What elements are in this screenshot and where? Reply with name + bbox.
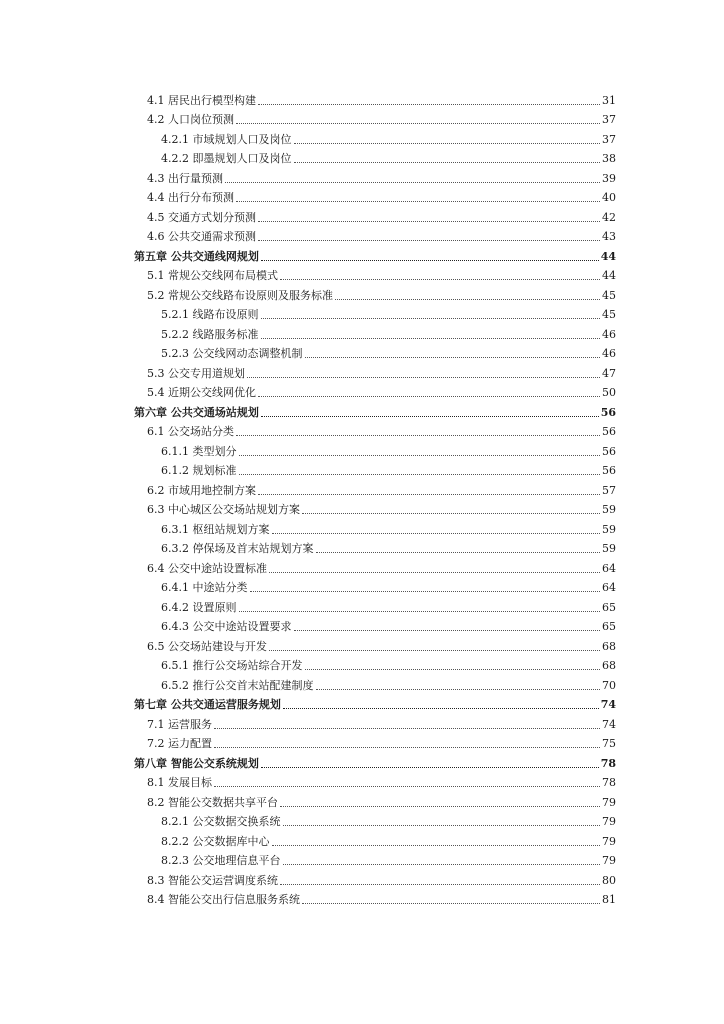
dot-leader <box>236 201 600 202</box>
toc-entry-page-number: 47 <box>602 366 616 380</box>
toc-entry-page-number: 68 <box>602 639 616 653</box>
toc-entry[interactable] <box>134 439 616 459</box>
toc-entry-page-number: 46 <box>602 347 616 360</box>
toc-entry-page-number: 37 <box>602 132 616 146</box>
dot-leader <box>261 318 601 319</box>
toc-entry[interactable] <box>134 88 616 108</box>
dot-leader <box>239 455 601 456</box>
toc-entry[interactable] <box>134 576 616 596</box>
toc-entry-title: 4.2.2 即墨规划人口及岗位 <box>161 152 292 165</box>
toc-entry[interactable] <box>134 303 616 323</box>
toc-entry[interactable] <box>134 771 616 791</box>
toc-entry-title: 8.2 智能公交数据共享平台 <box>147 795 278 809</box>
toc-entry-title: 4.4 出行分布预测 <box>147 191 234 204</box>
toc-entry[interactable] <box>134 127 616 147</box>
dot-leader <box>239 474 601 475</box>
toc-entry-page-number: 64 <box>602 561 616 575</box>
toc-entry[interactable] <box>134 225 616 245</box>
toc-entry-title: 第七章 公共交通运营服务规划 <box>134 698 281 711</box>
toc-entry[interactable] <box>134 849 616 869</box>
toc-entry-page-number: 31 <box>602 93 616 107</box>
toc-entry-page-number: 74 <box>602 717 616 731</box>
toc-chapter-entry[interactable] <box>134 751 616 771</box>
toc-entry-page-number: 56 <box>602 425 616 438</box>
toc-entry-page-number: 40 <box>602 191 616 204</box>
dot-leader <box>239 611 601 612</box>
toc-entry-page-number: 79 <box>602 795 616 809</box>
toc-entry-title: 第八章 智能公交系统规划 <box>134 756 259 770</box>
toc-entry[interactable] <box>134 595 616 615</box>
toc-entry-page-number: 44 <box>602 269 616 282</box>
toc-entry-page-number: 78 <box>600 756 616 770</box>
dot-leader <box>316 689 601 690</box>
toc-entry-title: 6.4.3 公交中途站设置要求 <box>161 620 292 633</box>
toc-entry[interactable] <box>134 634 616 654</box>
dot-leader <box>214 747 600 748</box>
toc-entry[interactable] <box>134 205 616 225</box>
dot-leader <box>316 552 601 553</box>
dot-leader <box>283 825 601 826</box>
dot-leader <box>294 630 601 631</box>
toc-entry-page-number: 79 <box>602 854 616 867</box>
toc-entry[interactable] <box>134 108 616 128</box>
dot-leader <box>261 338 601 339</box>
toc-entry[interactable] <box>134 556 616 576</box>
dot-leader <box>250 591 601 592</box>
toc-entry-title: 4.2.1 市域规划人口及岗位 <box>161 132 292 146</box>
toc-entry-title: 4.6 公共交通需求预测 <box>147 230 256 243</box>
toc-entry-title: 5.2.1 线路布设原则 <box>161 308 259 321</box>
toc-entry[interactable] <box>134 166 616 186</box>
toc-entry-title: 6.4.2 设置原则 <box>161 600 237 614</box>
toc-entry-page-number: 50 <box>602 386 616 399</box>
dot-leader <box>225 182 600 183</box>
toc-entry-page-number: 59 <box>602 503 616 516</box>
toc-entry-page-number: 42 <box>602 210 616 224</box>
toc-entry-title: 8.2.1 公交数据交换系统 <box>161 815 281 828</box>
dot-leader <box>269 572 600 573</box>
toc-entry-title: 6.1.1 类型划分 <box>161 444 237 458</box>
toc-entry-title: 4.2 人口岗位预测 <box>147 113 234 126</box>
dot-leader <box>283 864 601 865</box>
dot-leader <box>283 708 599 709</box>
toc-entry-page-number: 59 <box>602 522 616 536</box>
toc-entry-title: 7.1 运营服务 <box>147 717 212 731</box>
toc-entry-title: 8.2.3 公交地理信息平台 <box>161 854 281 867</box>
toc-entry-title: 6.4.1 中途站分类 <box>161 581 248 594</box>
toc-entry[interactable] <box>134 615 616 635</box>
dot-leader <box>272 845 601 846</box>
toc-entry-title: 5.4 近期公交线网优化 <box>147 386 256 399</box>
toc-entry-page-number: 56 <box>600 405 616 419</box>
toc-entry[interactable] <box>134 264 616 284</box>
toc-entry-title: 第五章 公共交通线网规划 <box>134 249 259 263</box>
toc-entry[interactable] <box>134 381 616 401</box>
dot-leader <box>247 377 600 378</box>
dot-leader <box>335 299 600 300</box>
dot-leader <box>261 767 599 768</box>
toc-entry-page-number: 65 <box>602 600 616 614</box>
toc-entry-page-number: 75 <box>602 737 616 750</box>
dot-leader <box>302 903 600 904</box>
toc-entry[interactable] <box>134 888 616 908</box>
toc-entry-title: 6.1 公交场站分类 <box>147 425 234 438</box>
toc-entry-title: 5.2 常规公交线路布设原则及服务标准 <box>147 288 333 302</box>
toc-entry-page-number: 79 <box>602 815 616 828</box>
toc-entry-title: 6.5.2 推行公交首末站配建制度 <box>161 678 314 692</box>
toc-entry[interactable] <box>134 712 616 732</box>
dot-leader <box>214 786 600 787</box>
toc-entry-page-number: 68 <box>602 659 616 672</box>
toc-entry-page-number: 56 <box>602 464 616 477</box>
toc-entry-page-number: 59 <box>602 542 616 555</box>
toc-entry-page-number: 45 <box>602 288 616 302</box>
toc-entry-page-number: 64 <box>602 581 616 594</box>
toc-entry-page-number: 65 <box>602 620 616 633</box>
toc-entry-title: 6.5.1 推行公交场站综合开发 <box>161 659 303 672</box>
toc-entry-title: 8.1 发展目标 <box>147 776 212 789</box>
toc-chapter-entry[interactable] <box>134 400 616 420</box>
toc-entry-page-number: 46 <box>602 327 616 341</box>
toc-entry[interactable] <box>134 420 616 440</box>
toc-entry-page-number: 81 <box>602 893 616 906</box>
dot-leader <box>258 240 600 241</box>
toc-entry[interactable] <box>134 459 616 479</box>
toc-entry-page-number: 38 <box>602 152 616 165</box>
toc-entry-title: 5.2.2 线路服务标准 <box>161 327 259 341</box>
table-of-contents <box>134 88 616 907</box>
toc-entry[interactable] <box>134 829 616 849</box>
toc-entry-title: 6.1.2 规划标准 <box>161 464 237 477</box>
toc-entry-page-number: 70 <box>602 678 616 692</box>
dot-leader <box>258 396 600 397</box>
dot-leader <box>302 513 600 514</box>
toc-entry-title: 6.3 中心城区公交场站规划方案 <box>147 503 300 516</box>
toc-entry-page-number: 78 <box>602 776 616 789</box>
toc-entry-title: 7.2 运力配置 <box>147 737 212 750</box>
dot-leader <box>261 260 599 261</box>
toc-entry[interactable] <box>134 654 616 674</box>
dot-leader <box>236 435 600 436</box>
toc-entry-page-number: 39 <box>602 171 616 185</box>
toc-entry-title: 6.2 市域用地控制方案 <box>147 483 256 497</box>
dot-leader <box>258 494 600 495</box>
toc-entry[interactable] <box>134 537 616 557</box>
toc-entry[interactable] <box>134 322 616 342</box>
dot-leader <box>258 221 600 222</box>
toc-entry-title: 4.1 居民出行模型构建 <box>147 93 256 107</box>
dot-leader <box>258 104 600 105</box>
dot-leader <box>280 279 600 280</box>
toc-entry[interactable] <box>134 342 616 362</box>
toc-entry[interactable] <box>134 673 616 693</box>
dot-leader <box>305 669 601 670</box>
dot-leader <box>272 533 601 534</box>
toc-entry-title: 5.3 公交专用道规划 <box>147 366 245 380</box>
toc-entry-page-number: 37 <box>602 113 616 126</box>
toc-entry[interactable] <box>134 283 616 303</box>
toc-entry-title: 8.3 智能公交运营调度系统 <box>147 873 278 887</box>
toc-entry-page-number: 57 <box>602 483 616 497</box>
toc-entry[interactable] <box>134 186 616 206</box>
dot-leader <box>214 728 600 729</box>
dot-leader <box>294 143 601 144</box>
toc-entry-page-number: 44 <box>600 249 616 263</box>
toc-entry[interactable] <box>134 478 616 498</box>
toc-entry-page-number: 43 <box>602 230 616 243</box>
dot-leader <box>280 806 600 807</box>
toc-entry-title: 4.5 交通方式划分预测 <box>147 210 256 224</box>
toc-entry-title: 6.3.2 停保场及首末站规划方案 <box>161 542 314 555</box>
toc-chapter-entry[interactable] <box>134 244 616 264</box>
dot-leader <box>305 357 601 358</box>
toc-chapter-entry[interactable] <box>134 693 616 713</box>
toc-entry-page-number: 80 <box>602 873 616 887</box>
toc-entry-title: 4.3 出行量预测 <box>147 171 223 185</box>
dot-leader <box>294 162 601 163</box>
dot-leader <box>280 884 600 885</box>
toc-entry[interactable] <box>134 732 616 752</box>
toc-entry-page-number: 45 <box>602 308 616 321</box>
dot-leader <box>261 416 599 417</box>
dot-leader <box>269 650 600 651</box>
toc-entry[interactable] <box>134 810 616 830</box>
toc-entry-title: 6.5 公交场站建设与开发 <box>147 639 267 653</box>
toc-entry-title: 5.1 常规公交线网布局模式 <box>147 269 278 282</box>
toc-entry-page-number: 74 <box>600 698 616 711</box>
dot-leader <box>236 123 600 124</box>
toc-entry[interactable] <box>134 517 616 537</box>
toc-entry[interactable] <box>134 147 616 167</box>
toc-entry-title: 第六章 公共交通场站规划 <box>134 405 259 419</box>
toc-entry-title: 6.4 公交中途站设置标准 <box>147 561 267 575</box>
toc-entry[interactable] <box>134 361 616 381</box>
toc-entry-page-number: 56 <box>602 444 616 458</box>
toc-entry-title: 8.2.2 公交数据库中心 <box>161 834 270 848</box>
toc-entry-title: 5.2.3 公交线网动态调整机制 <box>161 347 303 360</box>
toc-entry-title: 8.4 智能公交出行信息服务系统 <box>147 893 300 906</box>
toc-entry[interactable] <box>134 498 616 518</box>
toc-entry-title: 6.3.1 枢纽站规划方案 <box>161 522 270 536</box>
toc-entry[interactable] <box>134 790 616 810</box>
toc-entry[interactable] <box>134 868 616 888</box>
toc-entry-page-number: 79 <box>602 834 616 848</box>
